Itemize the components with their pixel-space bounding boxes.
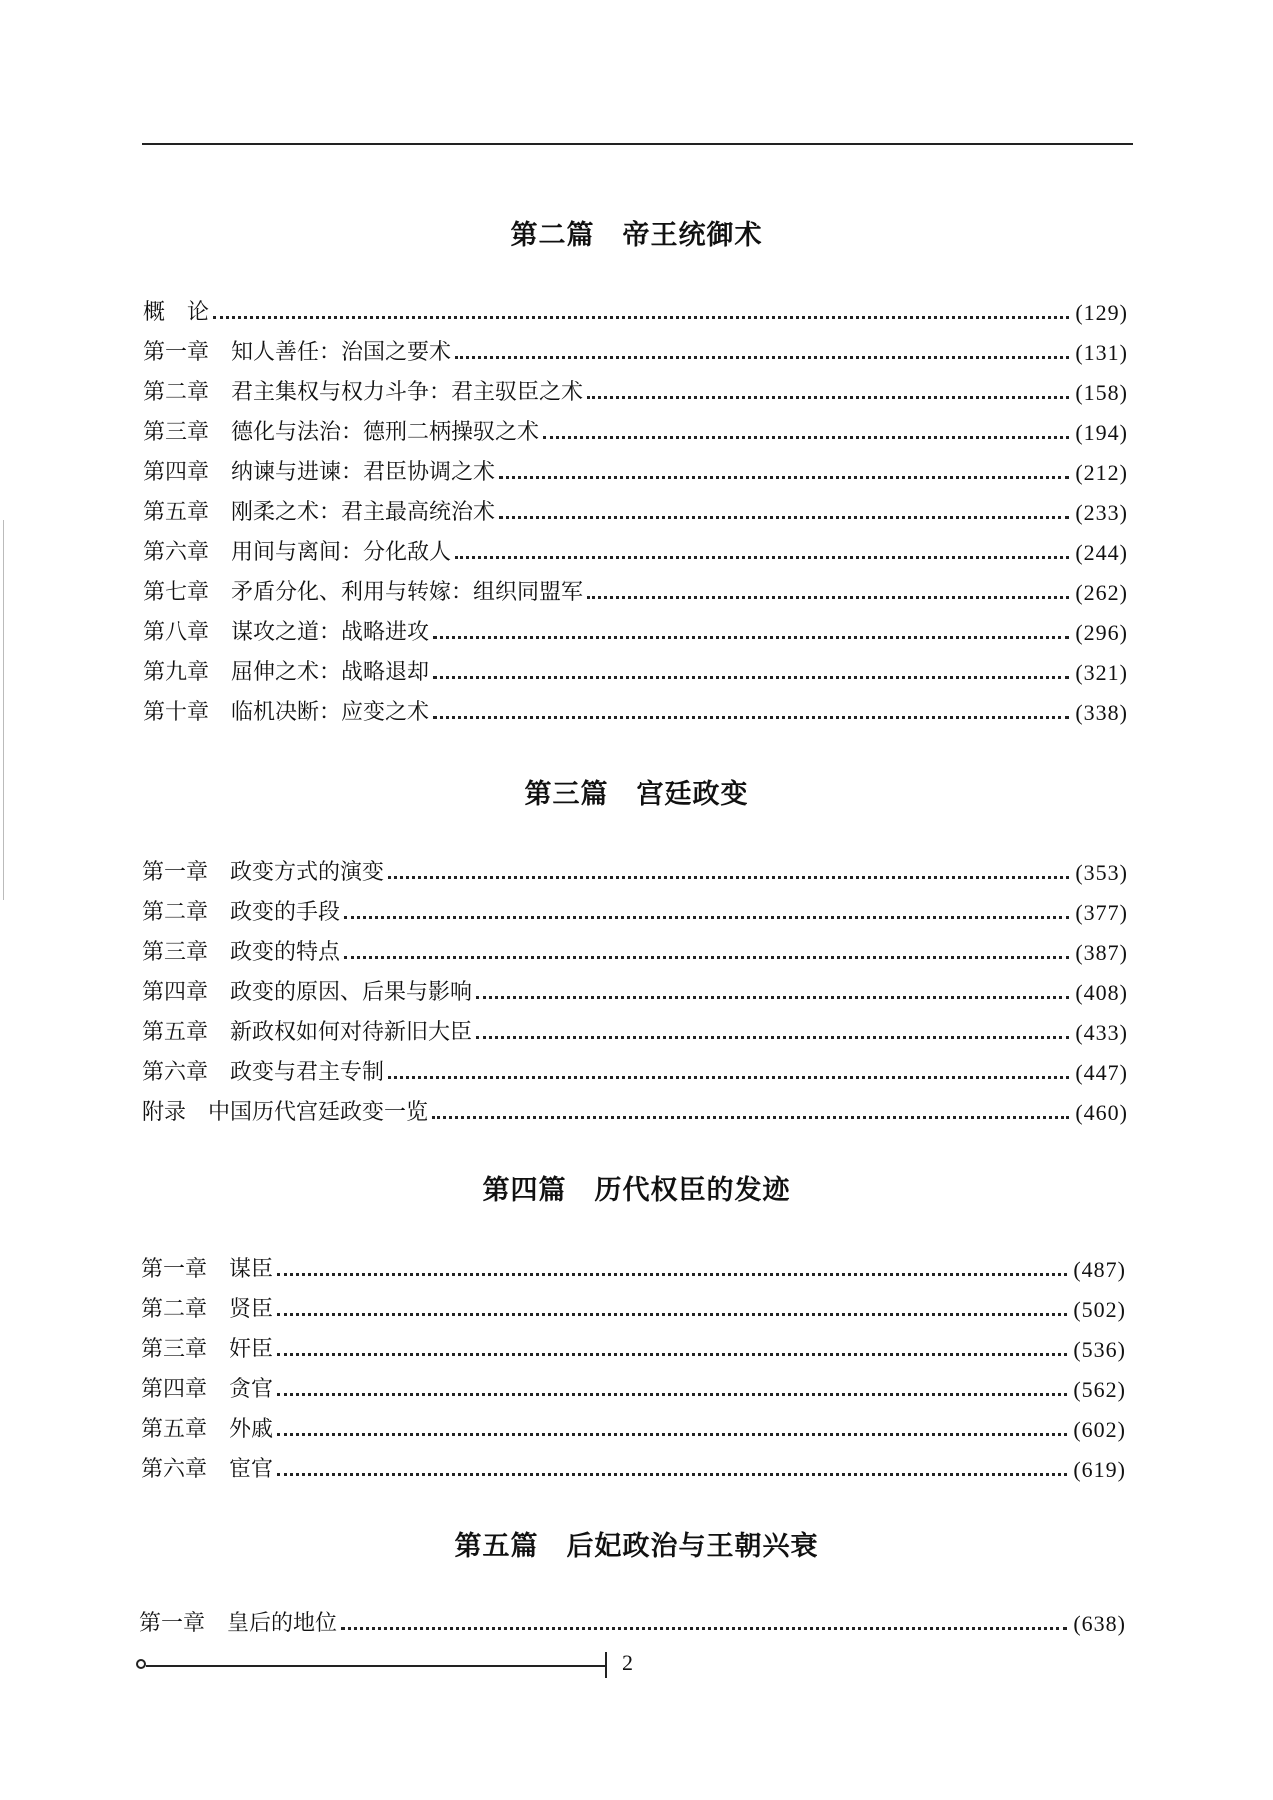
toc-entry-page: (262) [1075,580,1128,605]
dot-leader [388,876,1069,879]
dot-leader [277,1473,1067,1476]
toc-entry-label: 第四章 纳谏与进谏：君臣协调之术 [143,460,496,485]
toc-entry[interactable] [143,652,1128,688]
toc-entry-label: 第六章 政变与君主专制 [142,1060,385,1085]
toc-entry[interactable] [143,412,1128,448]
toc-entry-label: 第一章 知人善任：治国之要术 [143,340,452,365]
dot-leader [213,316,1069,319]
toc-entry-label: 第九章 屈伸之术：战略退却 [143,660,430,685]
toc-entry[interactable] [143,692,1128,728]
part-title: 第三篇 宫廷政变 [524,779,749,810]
dot-leader [455,556,1069,559]
dot-leader [455,356,1069,359]
toc-entry-label: 第六章 宦官 [141,1457,274,1482]
toc-entry-page: (233) [1075,500,1128,525]
toc-entry-label: 第三章 德化与法治：德刑二柄操驭之术 [143,420,540,445]
part-title: 第四篇 历代权臣的发迹 [482,1175,791,1206]
toc-entry-page: (338) [1075,700,1128,725]
toc-entry[interactable] [141,1249,1126,1285]
dot-leader [499,476,1069,479]
toc-entry-page: (212) [1075,460,1128,485]
toc-entry-label: 第五章 外戚 [141,1417,274,1442]
scan-edge-mark [3,520,4,900]
toc-entry[interactable] [139,1603,1126,1639]
toc-entry-page: (296) [1075,620,1128,645]
toc-entry[interactable] [143,492,1128,528]
toc-entry[interactable] [141,1369,1126,1405]
toc-entry[interactable] [143,292,1128,328]
dot-leader [277,1353,1067,1356]
toc-entry[interactable] [142,1052,1128,1088]
toc-entry-page: (433) [1075,1020,1128,1045]
toc-entry-label: 概 论 [143,300,210,325]
dot-leader [344,956,1069,959]
footer-tick [605,1652,607,1678]
toc-entry[interactable] [143,452,1128,488]
footer-rule [146,1665,606,1667]
toc-entry[interactable] [141,1329,1126,1365]
toc-entry[interactable] [143,572,1128,608]
dot-leader [277,1433,1067,1436]
toc-entry[interactable] [141,1409,1126,1445]
dot-leader [543,436,1069,439]
toc-entry-label: 第十章 临机决断：应变之术 [143,700,430,725]
dot-leader [432,1116,1069,1119]
toc-entry-label: 附录 中国历代宫廷政变一览 [142,1100,429,1125]
page-number: 2 [622,1650,633,1675]
toc-entry-page: (387) [1075,940,1128,965]
dot-leader [433,636,1069,639]
toc-entry[interactable] [142,1012,1128,1048]
toc-entry-page: (158) [1075,380,1128,405]
toc-entry-page: (129) [1075,300,1128,325]
toc-entry-label: 第五章 新政权如何对待新旧大臣 [142,1020,473,1045]
dot-leader [433,676,1069,679]
toc-entry-page: (638) [1073,1611,1126,1636]
dot-leader [433,716,1069,719]
toc-entry-label: 第八章 谋攻之道：战略进攻 [143,620,430,645]
dot-leader [587,396,1069,399]
toc-entry-page: (487) [1073,1257,1126,1282]
dot-leader [344,916,1069,919]
toc-entry-label: 第六章 用间与离间：分化敌人 [143,540,452,565]
toc-entry[interactable] [142,932,1128,968]
dot-leader [587,596,1069,599]
part-title: 第五篇 后妃政治与王朝兴衰 [454,1531,819,1562]
toc-entry-page: (536) [1073,1337,1126,1362]
toc-entry[interactable] [143,372,1128,408]
toc-entry-label: 第二章 政变的手段 [142,900,341,925]
dot-leader [476,1036,1069,1039]
dot-leader [499,516,1069,519]
toc-entry-label: 第五章 刚柔之术：君主最高统治术 [143,500,496,525]
toc-entry[interactable] [142,1092,1128,1128]
dot-leader [341,1627,1067,1630]
toc-entry-page: (377) [1075,900,1128,925]
toc-entry-label: 第七章 矛盾分化、利用与转嫁：组织同盟军 [143,580,584,605]
toc-entry-page: (353) [1075,860,1128,885]
toc-entry-page: (602) [1073,1417,1126,1442]
toc-entry-label: 第二章 贤臣 [141,1297,274,1322]
toc-entry-label: 第一章 政变方式的演变 [142,860,385,885]
toc-entry[interactable] [143,332,1128,368]
toc-entry[interactable] [142,892,1128,928]
toc-entry-page: (321) [1075,660,1128,685]
toc-entry-label: 第三章 奸臣 [141,1337,274,1362]
toc-entry-label: 第四章 政变的原因、后果与影响 [142,980,473,1005]
toc-entry-page: (408) [1075,980,1128,1005]
toc-entry-page: (562) [1073,1377,1126,1402]
toc-entry-label: 第三章 政变的特点 [142,940,341,965]
toc-entry[interactable] [143,612,1128,648]
toc-entry-label: 第一章 谋臣 [141,1257,274,1282]
footer-circle-ornament [136,1659,146,1669]
dot-leader [388,1076,1069,1079]
part-title: 第二篇 帝王统御术 [510,220,763,251]
dot-leader [277,1393,1067,1396]
toc-entry-label: 第二章 君主集权与权力斗争：君主驭臣之术 [143,380,584,405]
toc-entry-label: 第一章 皇后的地位 [139,1611,338,1636]
toc-entry[interactable] [142,972,1128,1008]
toc-entry[interactable] [141,1449,1126,1485]
toc-entry[interactable] [143,532,1128,568]
toc-entry-label: 第四章 贪官 [141,1377,274,1402]
toc-entry-page: (244) [1075,540,1128,565]
toc-entry-page: (447) [1075,1060,1128,1085]
toc-entry-page: (619) [1073,1457,1126,1482]
toc-entry-page: (502) [1073,1297,1126,1322]
toc-entry[interactable] [141,1289,1126,1325]
dot-leader [476,996,1069,999]
dot-leader [277,1313,1067,1316]
dot-leader [277,1273,1067,1276]
toc-entry-page: (131) [1075,340,1128,365]
toc-entry[interactable] [142,852,1128,888]
toc-entry-page: (460) [1075,1100,1128,1125]
toc-entry-page: (194) [1075,420,1128,445]
top-rule [142,143,1133,145]
